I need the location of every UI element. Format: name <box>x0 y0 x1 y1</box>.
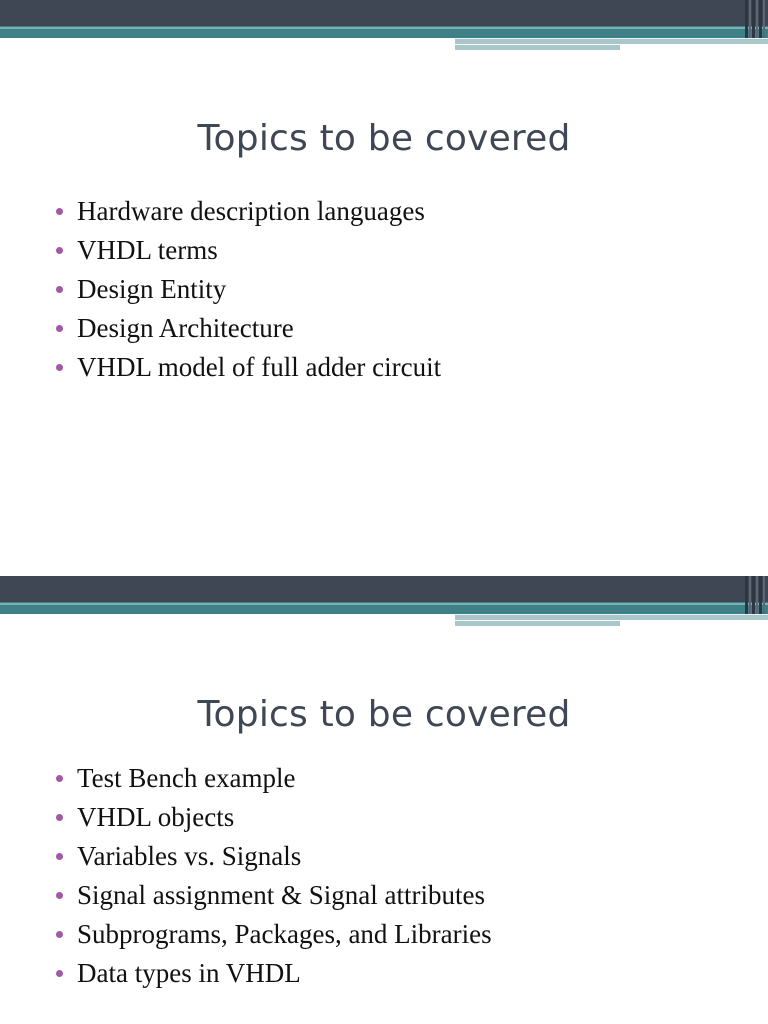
bullet-dot-icon <box>56 775 63 782</box>
bullet-text: Design Architecture <box>77 313 294 343</box>
slide-title: Topics to be covered <box>197 694 571 735</box>
bullet-text: Test Bench example <box>77 763 296 793</box>
slide-title: Topics to be covered <box>197 118 571 159</box>
bullet-text: VHDL model of full adder circuit <box>77 352 442 382</box>
bullet-text: Subprograms, Packages, and Libraries <box>77 919 492 949</box>
bullet-text: Signal assignment & Signal attributes <box>77 880 485 910</box>
bullet-item <box>56 348 441 387</box>
bullet-dot-icon <box>56 853 63 860</box>
bullet-dot-icon <box>56 970 63 977</box>
slide-header-band <box>0 576 768 632</box>
bullet-item <box>56 837 492 876</box>
bullet-text: Variables vs. Signals <box>77 841 302 871</box>
bullet-text: VHDL objects <box>77 802 235 832</box>
bullet-dot-icon <box>56 208 63 215</box>
bullet-dot-icon <box>56 325 63 332</box>
bullet-dot-icon <box>56 364 63 371</box>
bullet-item <box>56 192 441 231</box>
bullet-text: VHDL terms <box>77 235 218 265</box>
bullet-item <box>56 309 441 348</box>
bullet-dot-icon <box>56 931 63 938</box>
bullet-item <box>56 231 441 270</box>
bullet-dot-icon <box>56 892 63 899</box>
bullet-list <box>56 759 492 993</box>
bullet-text: Data types in VHDL <box>77 958 301 988</box>
bullet-dot-icon <box>56 247 63 254</box>
bullet-dot-icon <box>56 286 63 293</box>
bullet-list <box>56 192 441 387</box>
bullet-item <box>56 798 492 837</box>
bullet-dot-icon <box>56 814 63 821</box>
bullet-text: Hardware description languages <box>77 196 425 226</box>
bullet-item <box>56 270 441 309</box>
bullet-item <box>56 876 492 915</box>
slide-2 <box>0 576 768 1024</box>
bullet-item <box>56 759 492 798</box>
bullet-item <box>56 915 492 954</box>
bullet-text: Design Entity <box>77 274 227 304</box>
slide-header-band <box>0 0 768 56</box>
bullet-item <box>56 954 492 993</box>
